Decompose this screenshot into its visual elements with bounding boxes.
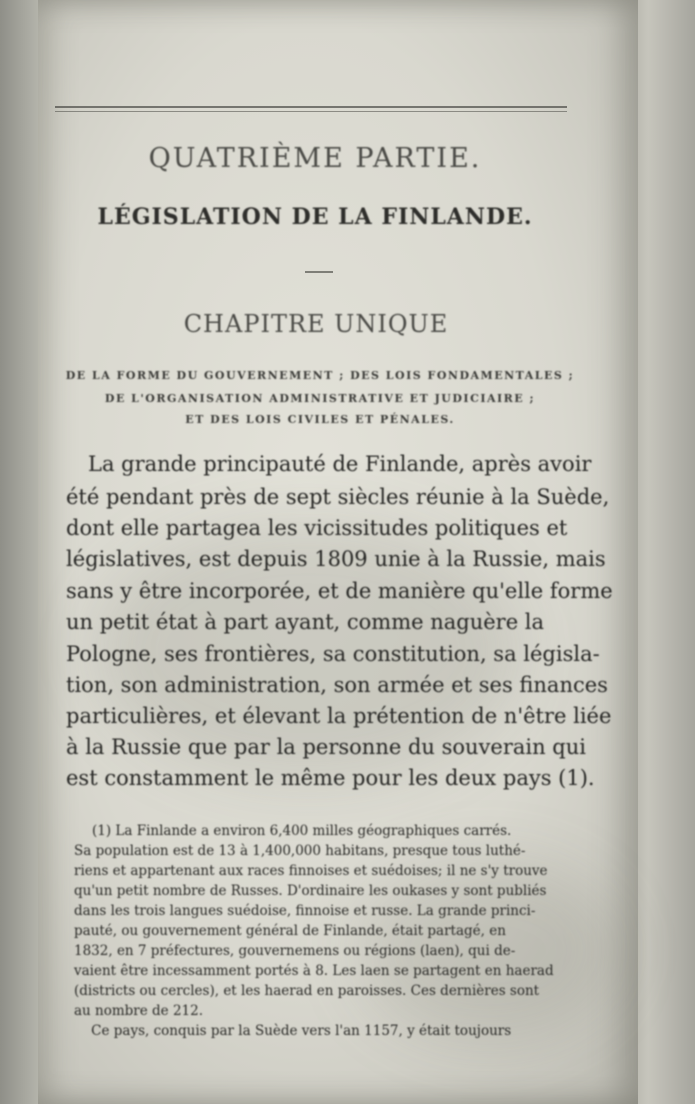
body-text-line: sans y être incorporée, et de manière qu'elle forme	[66, 579, 613, 603]
footnote-line: qu'un petit nombre de Russes. D'ordinaire les oukases y sont publiés	[74, 883, 547, 899]
part-title: QUATRIÈME PARTIE.	[148, 143, 482, 174]
header-rule-thin	[55, 111, 567, 112]
body-text-line: Pologne, ses frontières, sa constitution, sa législa-	[66, 642, 600, 666]
chapter-subtitle-line: ET DES LOIS CIVILES ET PÉNALES.	[185, 413, 455, 426]
body-text-line: tion, son administration, son armée et ses finances	[66, 673, 608, 697]
body-text-line: dont elle partagea les vicissitudes politiques et	[66, 516, 568, 540]
body-text-line: été pendant près de sept siècles réunie à la Suède,	[66, 485, 610, 509]
footnote-line: pauté, ou gouvernement général de Finlande, était partagé, en	[74, 923, 506, 939]
footnote-line: Sa population est de 13 à 1,400,000 habitans, presque tous luthé-	[74, 843, 526, 859]
footnote-line: (districts ou cercles), et les haerad en paroisses. Ces dernières sont	[74, 983, 540, 999]
footnote-line: 1832, en 7 préfectures, gouvernemens ou régions (laen), qui de-	[74, 943, 516, 959]
footnote-line: dans les trois langues suédoise, finnoise et russe. La grande princi-	[74, 903, 536, 919]
body-text-line: particulières, et élevant la prétention de n'être liée	[66, 704, 612, 728]
main-title: LÉGISLATION DE LA FINLANDE.	[97, 204, 533, 230]
page-edge	[628, 0, 695, 1104]
footnote-line: Ce pays, conquis par la Suède vers l'an 1157, y était toujours	[74, 1023, 512, 1039]
body-text-line: La grande principauté de Finlande, après avoir	[88, 452, 592, 476]
chapter-title: CHAPITRE UNIQUE	[183, 310, 449, 338]
body-text-line: un petit état à part ayant, comme naguère la	[66, 610, 545, 634]
body-text-line: est constamment le même pour les deux pays (1).	[66, 766, 595, 790]
body-text-line: législatives, est depuis 1809 unie à la Russie, mais	[66, 547, 606, 571]
footnote-line: (1) La Finlande a environ 6,400 milles géographiques carrés.	[92, 823, 512, 839]
body-text-line: à la Russie que par la personne du souverain qui	[66, 735, 586, 759]
chapter-subtitle-line: DE LA FORME DU GOUVERNEMENT ; DES LOIS FONDAMENTALES ;	[65, 369, 575, 382]
footnote-line: au nombre de 212.	[74, 1003, 204, 1019]
footnote-line: vaient être incessamment portés à 8. Les laen se partagent en haerad	[74, 963, 554, 979]
footnote-line: riens et appartenant aux races finnoises et suédoises; il ne s'y trouve	[74, 863, 548, 879]
chapter-subtitle-line: DE L'ORGANISATION ADMINISTRATIVE ET JUDICIAIRE ;	[104, 392, 536, 405]
title-divider	[305, 271, 333, 273]
header-rule	[55, 106, 567, 108]
